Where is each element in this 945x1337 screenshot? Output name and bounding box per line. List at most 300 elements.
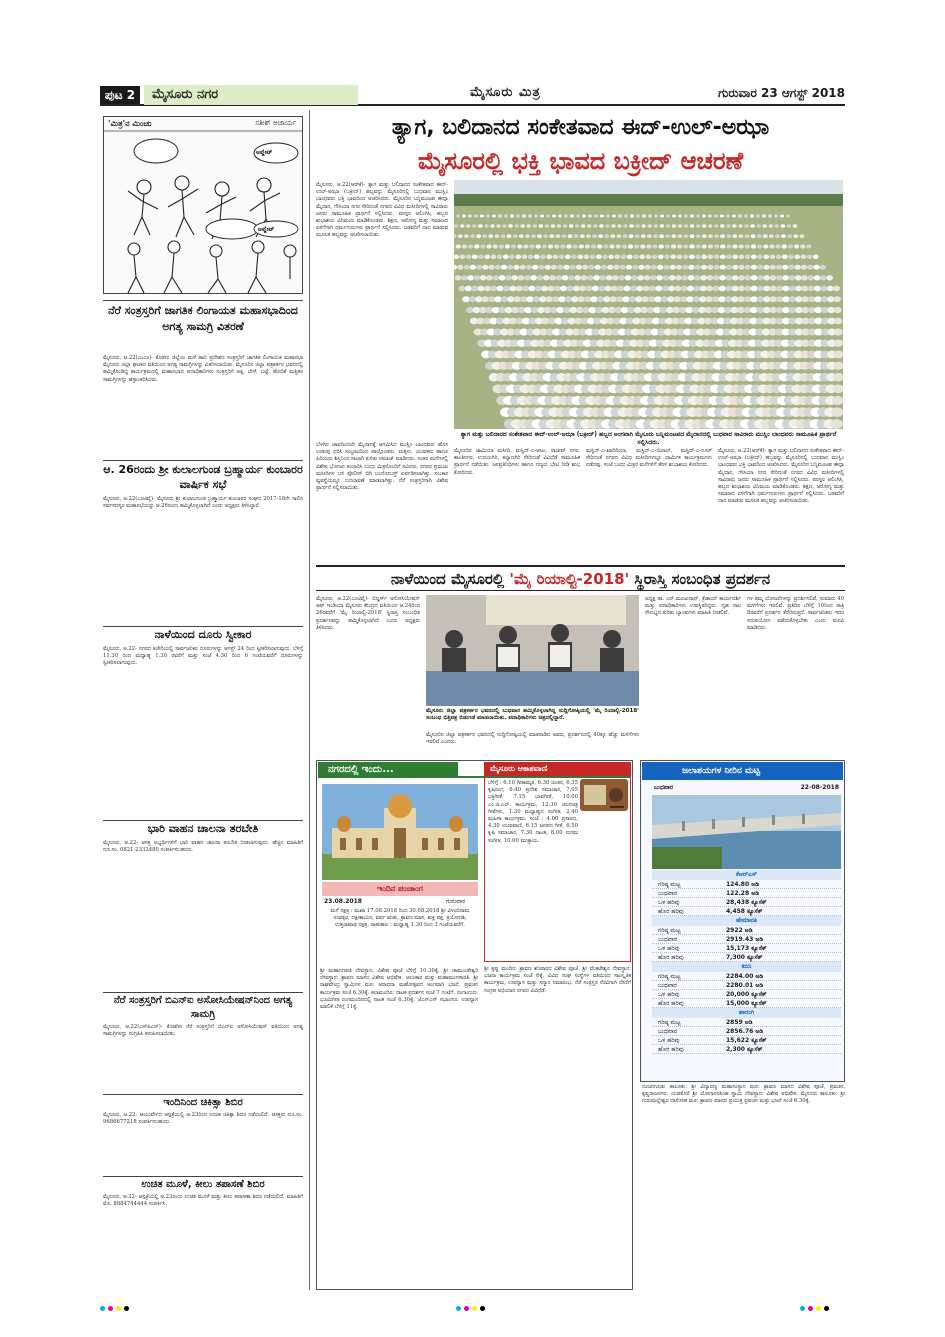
crowd-figure bbox=[801, 275, 808, 280]
crowd-figure bbox=[605, 224, 609, 228]
crowd-figure bbox=[705, 296, 713, 302]
crowd-figure bbox=[788, 244, 793, 248]
crowd-figure bbox=[494, 296, 502, 302]
crowd-figure bbox=[568, 234, 573, 238]
crowd-figure bbox=[455, 275, 462, 280]
crowd-figure bbox=[744, 275, 751, 280]
crowd-figure bbox=[700, 275, 707, 280]
crowd-figure bbox=[782, 296, 790, 302]
dam-row-label: ಹೊರ ಹರಿವು bbox=[658, 954, 684, 961]
crowd-figure bbox=[801, 286, 808, 292]
radio-icon bbox=[580, 779, 628, 811]
main-headline-line-1: ತ್ಯಾಗ, ಬಲಿದಾನದ ಸಂಕೇತವಾದ ಈದ್-ಉಲ್-ಅಝಾ bbox=[391, 115, 770, 140]
crowd-figure bbox=[738, 224, 742, 228]
crowd-figure bbox=[632, 265, 638, 270]
prayer-crowd-image bbox=[454, 180, 843, 429]
crowd-figure bbox=[505, 275, 512, 280]
reality-col-1: ಮೈಸೂರು, ಆ.22(ಎಂಟಿವೈ)- ಬಿಲ್ಡರ್ಸ್ ಅಸೋಸಿಯೇಷನ್ ಆಫ್ ಇಂಡಿಯಾ ಮೈಸೂರು ಕೇಂದ್ರದ ವತಿಯಿಂದ ಆ.24ರಿಂದ 26ರವರೆಗೆ 'ಮೈ ರಿಯಾಲ್ಟಿ-2018' ಸ್ಥಿರಾಸ್ತಿ ಸಂಬಂಧಿತ ಪ್ರದರ್ಶನವನ್ನು ಹಮ್ಮಿಕೊಳ್ಳಲಾಗಿದೆ ಎಂದು ಅಧ್ಯಕ್ಷರು ತಿಳಿಸಿದರು. bbox=[316, 596, 420, 631]
crowd-figure bbox=[808, 286, 815, 292]
dam-row-value: 7,300 ಕ್ಯೂಸೆಕ್ bbox=[726, 954, 763, 961]
crowd-figure bbox=[665, 234, 670, 238]
crowd-figure bbox=[781, 224, 785, 228]
crowd-figure bbox=[503, 254, 509, 259]
crowd-figure bbox=[457, 265, 463, 270]
crowd-figure bbox=[636, 286, 643, 292]
crowd-figure bbox=[813, 265, 819, 270]
crowd-figure bbox=[684, 234, 689, 238]
crowd-figure bbox=[682, 265, 688, 270]
crowd-figure bbox=[696, 214, 700, 217]
crowd-figure bbox=[463, 265, 469, 270]
crowd-figure bbox=[498, 214, 502, 217]
crowd-figure bbox=[732, 265, 738, 270]
crowd-figure bbox=[750, 214, 754, 217]
crowd-figure bbox=[720, 254, 726, 259]
crowd-figure bbox=[478, 254, 484, 259]
crowd-figure bbox=[488, 296, 496, 302]
crowd-figure bbox=[580, 234, 585, 238]
crowd-figure bbox=[832, 384, 843, 393]
palace-photo bbox=[322, 784, 478, 880]
dam-row bbox=[652, 898, 841, 907]
crowd-figure bbox=[725, 296, 733, 302]
crowd-figure bbox=[684, 214, 688, 217]
crowd-figure bbox=[821, 296, 829, 302]
crowd-figure bbox=[757, 265, 763, 270]
crowd-figure bbox=[781, 234, 786, 238]
crowd-figure bbox=[701, 254, 707, 259]
crowd-figure bbox=[634, 244, 639, 248]
crowd-figure bbox=[482, 234, 487, 238]
registration-marks bbox=[456, 1296, 488, 1302]
crowd-figure bbox=[775, 224, 779, 228]
crowd-figure bbox=[656, 275, 663, 280]
crowd-figure bbox=[454, 224, 458, 228]
crowd-figure bbox=[559, 254, 565, 259]
crowd-figure bbox=[750, 296, 758, 302]
crowd-figure bbox=[659, 244, 664, 248]
crowd-figure bbox=[799, 234, 804, 238]
crowd-figure bbox=[624, 286, 631, 292]
crowd-figure bbox=[565, 296, 573, 302]
crowd-figure bbox=[640, 244, 645, 248]
crowd-figure bbox=[604, 234, 609, 238]
crowd-figure bbox=[549, 234, 554, 238]
crowd-figure bbox=[726, 265, 732, 270]
crowd-figure bbox=[577, 296, 585, 302]
crowd-figure bbox=[570, 265, 576, 270]
crowd-figure bbox=[681, 286, 688, 292]
crowd-figure bbox=[609, 296, 617, 302]
crowd-figure bbox=[611, 224, 615, 228]
crowd-figure bbox=[763, 234, 768, 238]
dam-row-value: 15,000 ಕ್ಯೂಸೆಕ್ bbox=[726, 1000, 767, 1007]
crowd-figure bbox=[686, 296, 694, 302]
crowd-figure bbox=[516, 214, 520, 217]
crowd-figure bbox=[522, 254, 528, 259]
crowd-figure bbox=[575, 224, 579, 228]
crowd-figure bbox=[603, 244, 608, 248]
crowd-figure bbox=[808, 296, 816, 302]
crowd-figure bbox=[519, 234, 524, 238]
crowd-figure bbox=[830, 419, 842, 429]
crowd-figure bbox=[545, 265, 551, 270]
crowd-figure bbox=[756, 224, 760, 228]
crowd-figure bbox=[582, 265, 588, 270]
crowd-figure bbox=[503, 286, 510, 292]
crowd-figure bbox=[677, 234, 682, 238]
crowd-figure bbox=[738, 234, 743, 238]
crowd-figure bbox=[807, 254, 813, 259]
crowd-figure bbox=[606, 214, 610, 217]
crowd-figure bbox=[687, 286, 694, 292]
crowd-figure bbox=[657, 265, 663, 270]
dam-row-label: ಬುಧವಾರ bbox=[658, 890, 677, 897]
crowd-figure bbox=[501, 265, 507, 270]
crowd-figure bbox=[670, 265, 676, 270]
crowd-figure bbox=[557, 224, 561, 228]
crowd-figure bbox=[576, 265, 582, 270]
crowd-figure bbox=[557, 265, 563, 270]
crowd-figure bbox=[470, 234, 475, 238]
reality-col-4: ಗಳ ತಮ್ಮ ಯೋಜನೆಗಳನ್ನು ಪ್ರದರ್ಶಿಸಲಿವೆ. ಸುಮಾರು 40 ಮಳಿಗೆಗಳು ಇರಲಿವೆ. ಪ್ರತಿದಿನ ಬೆಳಿಗ್ಗೆ 10ರಿಂದ ರಾತ್ರಿ 8ರವರೆಗೆ ಪ್ರದರ್ಶನ ತೆರೆದಿರುತ್ತದೆ. ಸಾರ್ವಜನಿಕರು ಇದರ ಸದುಪಯೋಗ ಪಡೆದುಕೊಳ್ಳಬೇಕು ಎಂದು ಮನವಿ ಮಾಡಿದರು. bbox=[747, 596, 844, 631]
crowd-figure bbox=[609, 244, 614, 248]
crowd-figure bbox=[501, 234, 506, 238]
crowd-figure bbox=[654, 296, 662, 302]
crowd-figure bbox=[834, 339, 843, 346]
crowd-figure bbox=[509, 254, 515, 259]
crowd-figure bbox=[763, 275, 770, 280]
dam-row-value: 2859 ಅಡಿ bbox=[726, 1019, 753, 1026]
crowd-figure bbox=[807, 265, 813, 270]
reality-col-3: ಅಧ್ಯಕ್ಷ ಡಾ. ಎನ್.ಮಂಜುನಾಥ್, ಕ್ರೆಡಾಯ್ ಕಾರ್ಯದರ್ಶಿ ಮತ್ತು ಪದಾಧಿಕಾರಿಗಳು ಉಪಸ್ಥಿತರಿದ್ದರು. ಗೃಹ ಸಾಲ ಸೌಲಭ್ಯದ ಕುರಿತು ಬ್ಯಾಂಕುಗಳು ಮಾಹಿತಿ ನೀಡಲಿವೆ. bbox=[645, 596, 741, 617]
crowd-figure bbox=[648, 296, 656, 302]
crowd-figure bbox=[588, 214, 592, 217]
story-body: ಮೈಸೂರು, ಆ.22(ಎಸ್‌ಪಿಎನ್)- ಕೊಡಗಿನ ನೆರೆ ಸಂತ್ರಸ್ತರಿಗೆ ಬಿಎನ್‌ಐ ಅಸೋಸಿಯೇಷನ್ ವತಿಯಿಂದ ಅಗತ್ಯ ಸಾಮಗ್ರಿಗಳನ್ನು ಸಂಗ್ರಹಿಸಿ ಕಳುಹಿಸಲಾಯಿತು. bbox=[103, 1024, 303, 1038]
crowd-figure bbox=[775, 234, 780, 238]
press-meet-caption: ಮೈಸೂರು ಜಿಲ್ಲಾ ಪತ್ರಕರ್ತರ ಭವನದಲ್ಲಿ ಬುಧವಾರ ಹಮ್ಮಿಕೊಳ್ಳಲಾಗಿದ್ದ ಸುದ್ದಿಗೋಷ್ಠಿಯಲ್ಲಿ 'ಮೈ ರಿಯಾಲ್ಟಿ-2018' ಸಂಬಂಧ ಭಿತ್ತಿಪತ್ರ ಬಿಡುಗಡೆ ಮಾಡಲಾಯಿತು. ಪದಾಧಿಕಾರಿಗಳು ಚಿತ್ರದಲ್ಲಿದ್ದಾರೆ. bbox=[426, 708, 639, 722]
crowd-figure bbox=[807, 275, 814, 280]
crowd-figure bbox=[834, 351, 843, 359]
crowd-figure bbox=[667, 296, 675, 302]
crowd-figure bbox=[552, 214, 556, 217]
crowd-figure bbox=[528, 254, 534, 259]
crowd-figure bbox=[466, 254, 472, 259]
story-body: ಮೈಸೂರು, ಆ.22- ನಗರದ ಕಚೇರಿಯಲ್ಲಿ ಸಾರ್ವಜನಿಕರ ದೂರುಗಳನ್ನು ಆಗಸ್ಟ್ 24 ರಿಂದ ಸ್ವೀಕರಿಸಲಾಗುವುದು. ಬೆಳಿಗ್ಗೆ 11.30 ರಿಂದ ಮಧ್ಯಾಹ್ನ 1.30 ರವರೆಗೆ ಮತ್ತು ಸಂಜೆ 4.30 ರಿಂದ 6 ಗಂಟೆಯವರೆಗೆ ದೂರುಗಳನ್ನು ಸ್ವೀಕರಿಸಲಾಗುವುದು. bbox=[103, 646, 303, 667]
crowd-figure bbox=[719, 275, 726, 280]
crowd-figure bbox=[738, 214, 742, 217]
crowd-figure bbox=[478, 286, 485, 292]
crowd-figure bbox=[757, 244, 762, 248]
crowd-figure bbox=[531, 234, 536, 238]
crowd-figure bbox=[546, 214, 550, 217]
crowd-figure bbox=[505, 244, 510, 248]
crowd-figure bbox=[787, 224, 791, 228]
dam-row bbox=[652, 1018, 841, 1027]
masthead bbox=[100, 84, 845, 106]
crowd-figure bbox=[623, 224, 627, 228]
crowd-figure bbox=[522, 286, 529, 292]
crowd-figure bbox=[641, 224, 645, 228]
crowd-figure bbox=[565, 254, 571, 259]
crowd-figure bbox=[739, 254, 745, 259]
crowd-figure bbox=[757, 296, 765, 302]
crowd-figure bbox=[474, 244, 479, 248]
banner-text-highlight: 'ಮೈ ರಿಯಾಲ್ಟಿ-2018' bbox=[509, 570, 630, 588]
crowd-figure bbox=[599, 224, 603, 228]
crowd-figure bbox=[513, 296, 521, 302]
dam-row bbox=[652, 1036, 841, 1045]
crowd-figure bbox=[636, 214, 640, 217]
crowd-figure bbox=[548, 244, 553, 248]
crowd-figure bbox=[534, 214, 538, 217]
crowd-figure bbox=[574, 275, 581, 280]
crowd-figure bbox=[782, 244, 787, 248]
crowd-figure bbox=[597, 296, 605, 302]
crowd-figure bbox=[480, 214, 484, 217]
crowd-figure bbox=[757, 286, 764, 292]
dam-row-label: ಬುಧವಾರ bbox=[658, 1028, 677, 1035]
crowd-figure bbox=[693, 286, 700, 292]
crowd-figure bbox=[494, 234, 499, 238]
crowd-figure bbox=[488, 265, 494, 270]
crowd-figure bbox=[776, 275, 783, 280]
crowd-figure bbox=[515, 254, 521, 259]
crowd-figure bbox=[595, 265, 601, 270]
radio-title: ಮೈಸೂರು ಆಕಾಶವಾಣಿ bbox=[484, 762, 631, 776]
crowd-figure bbox=[689, 244, 694, 248]
crowd-figure bbox=[630, 214, 634, 217]
city-today-title: ನಗರದಲ್ಲಿ ಇಂದು... bbox=[318, 762, 458, 778]
crowd-figure bbox=[563, 265, 569, 270]
banner-text-1: ನಾಳೆಯಿಂದ ಮೈಸೂರಲ್ಲಿ bbox=[390, 570, 510, 588]
crowd-figure bbox=[507, 296, 515, 302]
crowd-figure bbox=[680, 296, 688, 302]
divider bbox=[103, 1176, 303, 1177]
crowd-figure bbox=[646, 244, 651, 248]
crowd-figure bbox=[616, 234, 621, 238]
crowd-figure bbox=[516, 286, 523, 292]
crowd-figure bbox=[560, 286, 567, 292]
crowd-figure bbox=[482, 265, 488, 270]
story-headline: ಆ. 26ರಂದು ಶ್ರೀ ಕುಲಾಲಗುಂಡ ಬ್ರಹ್ಮಾರ್ಯ ಕುಂಬಾರರ ವಾರ್ಷಿಕ ಸಭೆ bbox=[103, 463, 303, 491]
crowd-figure bbox=[584, 254, 590, 259]
crowd-figure bbox=[737, 296, 745, 302]
crowd-figure bbox=[490, 286, 497, 292]
crowd-figure bbox=[662, 286, 669, 292]
crowd-figure bbox=[702, 214, 706, 217]
dam-row-label: ಗರಿಷ್ಠ ಮಟ್ಟ bbox=[658, 927, 681, 934]
crowd-figure bbox=[641, 234, 646, 238]
crowd-figure bbox=[563, 224, 567, 228]
crowd-figure bbox=[814, 286, 821, 292]
crowd-figure bbox=[520, 265, 526, 270]
eid-story-col-2: ಬೆಳಗಿನ ಜಾವದಿಂದಲೇ ಮೈದಾನಕ್ಕೆ ಆಗಮಿಸಿದ ಮುಸ್ಲಿಂ ಬಾಂಧವರು ಹೊಸ ಉಡುಪು ಧರಿಸಿ ಸಂಭ್ರಮದಿಂದ ಪಾಲ್ಗೊಂಡರು. ಮಕ್ಕಳು, ಯುವಕರು ಹಾಗೂ ಹಿರಿಯರು ಶಿಸ್ತಿನಿಂದ ಸಾಲಾಗಿ ಕುಳಿತು ನಮಾಜ್ ಮಾಡಿದರು. ನಂತರ ಮನೆಗಳಲ್ಲಿ ವಿಶೇಷ ಭೋಜನ ತಯಾರಿಸಿ ಬಂಧು ಮಿತ್ರರೊಂದಿಗೆ ಸವಿದರು. ನಗರದ ಪ್ರಮುಖ ಮಸೀದಿಗಳ ಬಳಿ ಪೊಲೀಸ್ ಬಿಗಿ ಬಂದೋಬಸ್ತ್ ಏರ್ಪಡಿಸಲಾಗಿತ್ತು. ಸಂಚಾರ ವ್ಯವಸ್ಥೆಯಲ್ಲೂ ಬದಲಾವಣೆ ಮಾಡಲಾಗಿತ್ತು. ನೆರೆ ಸಂತ್ರಸ್ತರಿಗಾಗಿ ವಿಶೇಷ ಪ್ರಾರ್ಥನೆ ಸಲ್ಲಿಸಲಾಯಿತು. bbox=[316, 442, 448, 492]
crowd-figure bbox=[672, 224, 676, 228]
main-headline-line-2: ಮೈಸೂರಲ್ಲಿ ಭಕ್ತಿ ಭಾವದ ಬಕ್ರೀದ್ ಆಚರಣೆ bbox=[417, 147, 744, 175]
crowd-figure bbox=[695, 265, 701, 270]
dam-row-value: 124.80 ಅಡಿ bbox=[726, 881, 759, 888]
dam-row bbox=[652, 889, 841, 898]
dam-row bbox=[652, 999, 841, 1008]
crowd-figure bbox=[581, 275, 588, 280]
crowd-figure bbox=[458, 286, 465, 292]
crowd-figure bbox=[537, 275, 544, 280]
crowd-figure bbox=[726, 224, 730, 228]
crowd-figure bbox=[562, 275, 569, 280]
crowd-figure bbox=[592, 286, 599, 292]
crowd-figure bbox=[745, 234, 750, 238]
crowd-figure bbox=[683, 254, 689, 259]
palace-image bbox=[322, 784, 478, 880]
crowd-figure bbox=[627, 254, 633, 259]
crowd-figure bbox=[820, 275, 827, 280]
crowd-figure bbox=[648, 224, 652, 228]
crowd-figure bbox=[719, 286, 726, 292]
crowd-figure bbox=[675, 275, 682, 280]
crowd-figure bbox=[757, 234, 762, 238]
crowd-figure bbox=[541, 286, 548, 292]
crowd-figure bbox=[525, 234, 530, 238]
crowd-figure bbox=[653, 234, 658, 238]
crowd-figure bbox=[465, 286, 472, 292]
dam-row bbox=[652, 926, 841, 935]
crowd-figure bbox=[484, 224, 488, 228]
crowd-figure bbox=[527, 224, 531, 228]
crowd-figure bbox=[460, 254, 466, 259]
crowd-figure bbox=[793, 224, 797, 228]
crowd-figure bbox=[678, 214, 682, 217]
crowd-figure bbox=[535, 286, 542, 292]
crowd-figure bbox=[543, 234, 548, 238]
crowd-figure bbox=[834, 329, 843, 336]
crowd-figure bbox=[511, 275, 518, 280]
dam-row-value: 20,000 ಕ್ಯೂಸೆಕ್ bbox=[726, 991, 767, 998]
crowd-figure bbox=[763, 254, 769, 259]
crowd-figure bbox=[618, 275, 625, 280]
crowd-figure bbox=[757, 275, 764, 280]
panchanga-date: 23.08.2018 bbox=[324, 898, 362, 905]
crowd-figure bbox=[610, 234, 615, 238]
crowd-figure bbox=[763, 296, 771, 302]
crowd-figure bbox=[532, 265, 538, 270]
crowd-figure bbox=[744, 286, 751, 292]
dam-row-value: 2284.00 ಅಡಿ bbox=[726, 973, 764, 980]
crowd-figure bbox=[669, 275, 676, 280]
crowd-figure bbox=[542, 244, 547, 248]
crowd-figure bbox=[654, 224, 658, 228]
crowd-figure bbox=[769, 224, 773, 228]
crowd-figure bbox=[645, 265, 651, 270]
crowd-figure bbox=[762, 224, 766, 228]
eid-story-col-1: ಮೈಸೂರು, ಆ.22(ಆರ್‌ಕೆ)- ತ್ಯಾಗ ಮತ್ತು ಬಲಿದಾನದ ಸಂಕೇತವಾದ ಈದ್-ಉಲ್-ಅಝಾ (ಬಕ್ರೀದ್) ಹಬ್ಬವನ್ನು ಮೈಸೂರಿನಲ್ಲಿ ಬುಧವಾರ ಮುಸ್ಲಿಂ ಬಾಂಧವರು ಭಕ್ತಿ ಭಾವದಿಂದ ಆಚರಿಸಿದರು. ಮೈಸೂರಿನ ಬನ್ನಿಮಂಟಪ ಈದ್ಗಾ ಮೈದಾನ, ಗೌಸಿಯಾ ನಗರ ಸೇರಿದಂತೆ ನಗರದ ವಿವಿಧ ಮಸೀದಿಗಳಲ್ಲಿ ಸಾವಿರಾರು ಜನರು ಸಾಮೂಹಿಕ ಪ್ರಾರ್ಥನೆ ಸಲ್ಲಿಸಿದರು. ಪರಸ್ಪರ ಆಲಿಂಗಿಸಿ, ಹಬ್ಬದ ಶುಭಾಶಯ ವಿನಿಮಯ ಮಾಡಿಕೊಂಡರು. ಶಿಕ್ಷಣ, ಆರೋಗ್ಯ ಮತ್ತು ಸಮಾಜದ ಏಳಿಗೆಗಾಗಿ ಧರ್ಮಗುರುಗಳು ಪ್ರಾರ್ಥನೆ ಸಲ್ಲಿಸಿದರು. ಬಡವರಿಗೆ ದಾನ ಮಾಡುವ ಮೂಲಕ ಹಬ್ಬವನ್ನು ಆಚರಿಸಲಾಯಿತು. bbox=[316, 182, 448, 239]
crowd-figure bbox=[762, 214, 766, 217]
crowd-figure bbox=[629, 296, 637, 302]
crowd-figure bbox=[522, 214, 526, 217]
dam-row-label: ಹೊರ ಹರಿವು bbox=[658, 1000, 684, 1007]
crowd-figure bbox=[718, 296, 726, 302]
dam-row-label: ಗರಿಷ್ಠ ಮಟ್ಟ bbox=[658, 973, 681, 980]
crowd-figure bbox=[712, 296, 720, 302]
dam-row bbox=[652, 1027, 841, 1036]
cartoon-title: 'ಮಿತ್ರ'ನ ಮಿಂಚು bbox=[108, 119, 152, 128]
crowd-figure bbox=[520, 224, 524, 228]
dam-name: ಹಾರಂಗಿ bbox=[652, 1008, 841, 1018]
registration-marks bbox=[800, 1296, 832, 1302]
crowd-figure bbox=[540, 214, 544, 217]
divider bbox=[103, 992, 303, 993]
crowd-figure bbox=[480, 244, 485, 248]
crowd-figure bbox=[490, 224, 494, 228]
crowd-figure bbox=[547, 286, 554, 292]
crowd-figure bbox=[793, 234, 798, 238]
crowd-figure bbox=[513, 265, 519, 270]
dam-row-value: 122.28 ಅಡಿ bbox=[726, 890, 759, 897]
crowd-figure bbox=[603, 296, 611, 302]
dam-row-value: 2,300 ಕ್ಯೂಸೆಕ್ bbox=[726, 1046, 763, 1053]
eid-prayer-photo bbox=[454, 180, 843, 429]
story-headline: ಉಚಿತ ಮೂಳೆ, ಕೀಲು ತಪಾಸಣೆ ಶಿಬಿರ bbox=[141, 1179, 265, 1190]
crowd-figure bbox=[529, 244, 534, 248]
crowd-figure bbox=[481, 296, 489, 302]
crowd-figure bbox=[776, 254, 782, 259]
crowd-figure bbox=[782, 275, 789, 280]
crowd-figure bbox=[768, 214, 772, 217]
crowd-figure bbox=[538, 265, 544, 270]
date-line: ಗುರುವಾರ 23 ಆಗಸ್ಟ್ 2018 bbox=[718, 86, 845, 100]
crowd-figure bbox=[478, 224, 482, 228]
crowd-figure bbox=[801, 265, 807, 270]
crowd-figure bbox=[814, 296, 822, 302]
crowd-figure bbox=[654, 214, 658, 217]
crowd-figure bbox=[683, 244, 688, 248]
crowd-figure bbox=[732, 224, 736, 228]
crowd-figure bbox=[638, 265, 644, 270]
crowd-figure bbox=[648, 214, 652, 217]
crowd-figure bbox=[475, 296, 483, 302]
dam-row bbox=[652, 972, 841, 981]
dam-row bbox=[652, 944, 841, 953]
crowd-figure bbox=[576, 214, 580, 217]
dam-row bbox=[652, 953, 841, 962]
story-headline: ಇಂದಿನಿಂದ ಚಿಕಿತ್ಸಾ ಶಿಬಿರ bbox=[163, 1097, 243, 1108]
crowd-figure bbox=[526, 265, 532, 270]
crowd-figure bbox=[588, 265, 594, 270]
crowd-figure bbox=[690, 234, 695, 238]
crowd-figure bbox=[655, 286, 662, 292]
crowd-figure bbox=[484, 254, 490, 259]
crowd-figure bbox=[701, 265, 707, 270]
city-events-right: ಶ್ರೀ ಕೃಷ್ಣ ಮಂದಿರ: ಶ್ರಾವಣ ಶನಿವಾರದ ವಿಶೇಷ ಪೂಜೆ. ಶ್ರೀ ವೆಂಕಟೇಶ್ವರ ದೇವಸ್ಥಾನ: ಭಜನಾ ಕಾರ್ಯಕ್ರಮ ಸಂಜೆ 6ಕ್ಕೆ. ವಿವಿಧ ಸಂಘ ಸಂಸ್ಥೆಗಳ ವತಿಯಿಂದ ಸಾಂಸ್ಕೃತಿಕ ಕಾರ್ಯಕ್ರಮ, ಉಪನ್ಯಾಸ ಮತ್ತು ಸನ್ಮಾನ ಸಮಾರಂಭ. ನೆರೆ ಸಂತ್ರಸ್ತರ ನೆರವಿಗಾಗಿ ದೇಣಿಗೆ ಸಂಗ್ರಹ ಅಭಿಯಾನ ನಗರದ ವಿವಿಧೆಡೆ. bbox=[484, 966, 631, 994]
dam-row bbox=[652, 981, 841, 990]
crowd-figure bbox=[696, 224, 700, 228]
crowd-figure bbox=[534, 254, 540, 259]
reality-col-2: ಮೈಸೂರಿನ ಜಿಲ್ಲಾ ಪತ್ರಕರ್ತರ ಭವನದಲ್ಲಿ ಸುದ್ದಿಗೋಷ್ಠಿಯಲ್ಲಿ ಮಾತನಾಡಿದ ಅವರು, ಪ್ರದರ್ಶನದಲ್ಲಿ 40ಕ್ಕೂ ಹೆಚ್ಚು ಮಳಿಗೆಗಳು ಇರಲಿವೆ ಎಂದರು. bbox=[426, 732, 639, 746]
crowd-figure bbox=[732, 244, 737, 248]
crowd-figure bbox=[795, 275, 802, 280]
crowd-figure bbox=[635, 224, 639, 228]
dam-row-label: ಒಳ ಹರಿವು bbox=[658, 945, 680, 952]
crowd-figure bbox=[814, 275, 821, 280]
crowd-figure bbox=[726, 275, 733, 280]
divider bbox=[103, 626, 303, 627]
crowd-figure bbox=[788, 265, 794, 270]
crowd-figure bbox=[552, 296, 560, 302]
crowd-figure bbox=[833, 286, 840, 292]
crowd-figure bbox=[501, 296, 509, 302]
crowd-figure bbox=[693, 296, 701, 302]
crowd-figure bbox=[775, 244, 780, 248]
